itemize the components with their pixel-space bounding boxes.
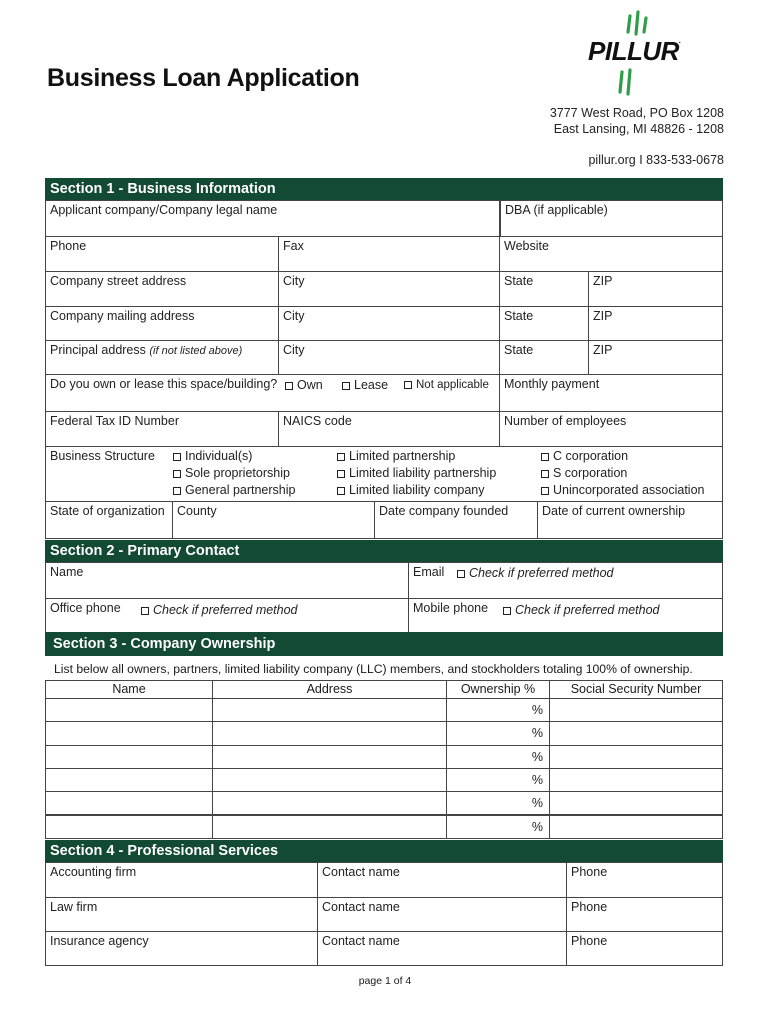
office-phone-preferred-checkbox[interactable]: Check if preferred method: [141, 603, 298, 617]
structure-llc-checkbox[interactable]: Limited liability company: [337, 483, 484, 497]
county-field[interactable]: County: [172, 501, 375, 539]
insurance-contact-field[interactable]: Contact name: [317, 931, 567, 966]
mailing-city-field[interactable]: City: [278, 306, 500, 341]
percent-sign: %: [531, 703, 543, 717]
fax-field[interactable]: Fax: [278, 236, 500, 272]
owner-name-header: Name: [112, 682, 146, 696]
principal-city-field[interactable]: City: [278, 340, 500, 375]
owner-address-field[interactable]: [212, 721, 447, 745]
owner-name-field[interactable]: [45, 698, 213, 722]
percent-sign: %: [531, 819, 543, 834]
insurance-agency-field[interactable]: Insurance agency: [45, 931, 318, 966]
company-name-field[interactable]: Applicant company/Company legal name: [45, 200, 500, 238]
page-title: Business Loan Application: [47, 64, 360, 92]
principal-state-field[interactable]: State: [499, 340, 589, 375]
structure-unincorporated-checkbox[interactable]: Unincorporated association: [541, 483, 704, 497]
monthly-payment-field[interactable]: Monthly payment: [499, 374, 723, 412]
section-3-header: Section 3 - Company Ownership: [45, 632, 723, 656]
owner-pct-field[interactable]: [446, 815, 550, 839]
not-applicable-checkbox[interactable]: Not applicable: [404, 379, 489, 391]
own-checkbox[interactable]: Own: [285, 378, 323, 392]
owner-pct-field[interactable]: [446, 768, 550, 792]
street-zip-field[interactable]: ZIP: [588, 271, 723, 307]
law-firm-field[interactable]: Law firm: [45, 897, 318, 932]
law-phone-field[interactable]: Phone: [566, 897, 723, 932]
owner-pct-field[interactable]: [446, 791, 550, 815]
owner-address-field[interactable]: [212, 768, 447, 792]
street-city-field[interactable]: City: [278, 271, 500, 307]
owner-address-field[interactable]: [212, 698, 447, 722]
insurance-phone-field[interactable]: Phone: [566, 931, 723, 966]
owner-ssn-field[interactable]: [549, 768, 723, 792]
structure-limited-partnership-checkbox[interactable]: Limited partnership: [337, 449, 455, 463]
percent-sign: %: [531, 796, 543, 811]
mobile-phone-preferred-checkbox[interactable]: Check if preferred method: [503, 603, 660, 617]
owner-ssn-field[interactable]: [549, 791, 723, 815]
date-founded-field[interactable]: Date company founded: [374, 501, 538, 539]
accounting-phone-field[interactable]: Phone: [566, 862, 723, 898]
section-1-header: Section 1 - Business Information: [45, 178, 723, 200]
tax-id-field[interactable]: Federal Tax ID Number: [45, 411, 279, 447]
mobile-phone-field[interactable]: Mobile phone: [408, 598, 723, 634]
email-preferred-checkbox[interactable]: Check if preferred method: [457, 566, 614, 580]
structure-individual-checkbox[interactable]: Individual(s): [173, 449, 252, 463]
owner-pct-field[interactable]: [446, 721, 550, 745]
contact-email-field[interactable]: Email: [408, 562, 723, 599]
state-org-field[interactable]: State of organization: [45, 501, 173, 539]
owner-ssn-header: Social Security Number: [570, 682, 702, 696]
owner-pct-header: Ownership %: [460, 682, 536, 696]
owner-address-field[interactable]: [212, 815, 447, 839]
owner-name-field[interactable]: [45, 721, 213, 745]
website-field[interactable]: Website: [499, 236, 723, 272]
owner-name-field[interactable]: [45, 791, 213, 815]
principal-zip-field[interactable]: ZIP: [588, 340, 723, 375]
office-phone-field[interactable]: Office phone: [45, 598, 409, 634]
logo-wordmark: PILLUR.: [588, 36, 681, 66]
lease-checkbox[interactable]: Lease: [342, 378, 388, 392]
percent-sign: %: [531, 772, 543, 787]
section-4-header: Section 4 - Professional Services: [45, 840, 723, 862]
contact-name-field[interactable]: Name: [45, 562, 409, 599]
structure-c-corp-checkbox[interactable]: C corporation: [541, 449, 628, 463]
owner-address-field[interactable]: [212, 745, 447, 769]
address-line-1: 3777 West Road, PO Box 1208: [549, 106, 724, 120]
owner-pct-field[interactable]: [446, 698, 550, 722]
owner-name-field[interactable]: [45, 815, 213, 839]
percent-sign: %: [531, 749, 543, 764]
business-structure-label: Business Structure: [50, 449, 155, 463]
owner-ssn-field[interactable]: [549, 721, 723, 745]
contact-line: pillur.org I 833-533-0678: [588, 153, 724, 167]
street-address-field[interactable]: Company street address: [45, 271, 279, 307]
principal-address-field[interactable]: Principal address (if not listed above): [45, 340, 279, 375]
owner-name-field[interactable]: [45, 745, 213, 769]
structure-s-corp-checkbox[interactable]: S corporation: [541, 466, 627, 480]
ownership-instructions: List below all owners, partners, limited liability company (LLC) members, and stockholders totaling 100% of ownership.: [54, 662, 693, 676]
owner-pct-field[interactable]: [446, 745, 550, 769]
accounting-contact-field[interactable]: Contact name: [317, 862, 567, 898]
dba-field[interactable]: DBA (if applicable): [500, 200, 723, 238]
owner-address-header: Address: [306, 682, 353, 696]
owner-name-field[interactable]: [45, 768, 213, 792]
mailing-address-field[interactable]: Company mailing address: [45, 306, 279, 341]
date-ownership-field[interactable]: Date of current ownership: [537, 501, 723, 539]
owner-ssn-field[interactable]: [549, 815, 723, 839]
structure-llp-checkbox[interactable]: Limited liability partnership: [337, 466, 496, 480]
own-lease-question: Do you own or lease this space/building?: [50, 377, 278, 391]
accounting-firm-field[interactable]: Accounting firm: [45, 862, 318, 898]
phone-field[interactable]: Phone: [45, 236, 279, 272]
structure-general-partnership-checkbox[interactable]: General partnership: [173, 483, 295, 497]
section-2-header: Section 2 - Primary Contact: [45, 540, 723, 562]
naics-field[interactable]: NAICS code: [278, 411, 500, 447]
owner-ssn-field[interactable]: [549, 745, 723, 769]
mailing-state-field[interactable]: State: [499, 306, 589, 341]
owner-address-field[interactable]: [212, 791, 447, 815]
structure-sole-prop-checkbox[interactable]: Sole proprietorship: [173, 466, 290, 480]
page-number: page 1 of 4: [358, 975, 412, 987]
mailing-zip-field[interactable]: ZIP: [588, 306, 723, 341]
law-contact-field[interactable]: Contact name: [317, 897, 567, 932]
address-line-2: East Lansing, MI 48826 - 1208: [553, 122, 724, 136]
owner-ssn-field[interactable]: [549, 698, 723, 722]
employees-field[interactable]: Number of employees: [499, 411, 723, 447]
street-state-field[interactable]: State: [499, 271, 589, 307]
percent-sign: %: [531, 726, 543, 741]
